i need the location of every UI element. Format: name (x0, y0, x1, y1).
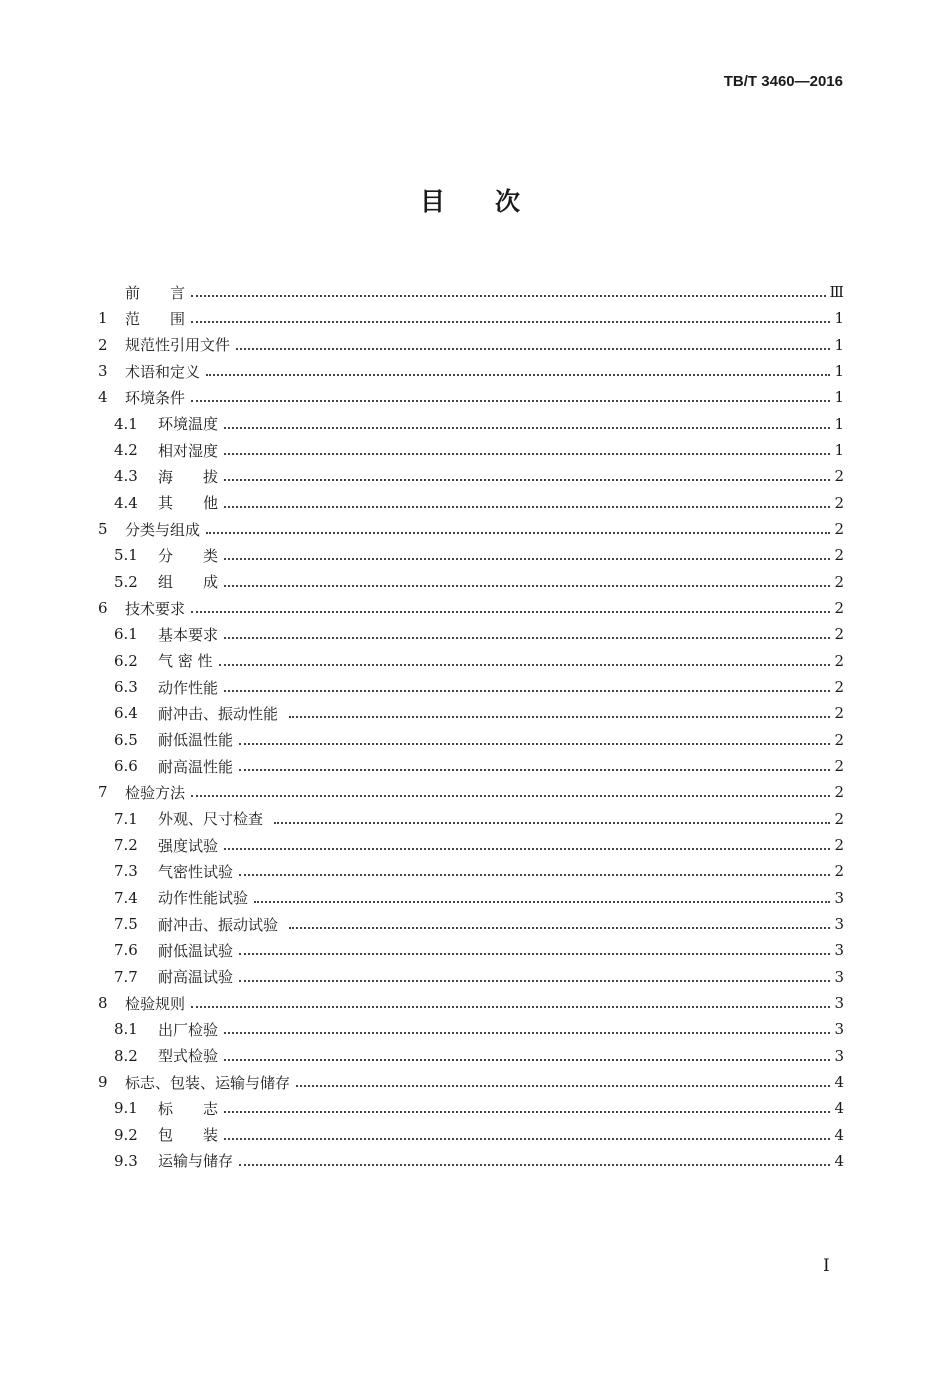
toc-entry-page: 2 (834, 809, 844, 828)
toc-entry-title: 耐冲击、振动性能 (158, 704, 283, 723)
toc-entry-page: 2 (834, 757, 844, 776)
toc-entry[interactable] (98, 964, 844, 990)
toc-entry-number: 6.2 (114, 651, 138, 670)
dot-leader (296, 1085, 830, 1087)
toc-entry-title: 其 他 (158, 494, 219, 513)
toc-entry-page: 2 (834, 730, 844, 749)
dot-leader (289, 927, 831, 929)
toc-entry-number: 4.4 (114, 493, 138, 512)
toc-entry-page: 2 (834, 546, 844, 565)
toc-entry-title: 耐冲击、振动试验 (158, 915, 283, 934)
toc-entry-title: 标志、包装、运输与储存 (125, 1073, 291, 1092)
toc-entry-title: 气 密 性 (158, 652, 213, 671)
toc-entry-number: 6 (98, 599, 108, 618)
dot-leader (224, 585, 830, 587)
dot-leader (239, 769, 830, 771)
toc-entry[interactable] (98, 411, 844, 437)
toc-entry-title: 型式检验 (158, 1047, 219, 1066)
toc-entry[interactable] (98, 700, 844, 726)
toc-entry-title: 分类与组成 (125, 520, 201, 539)
toc-entry-page: 1 (834, 414, 844, 433)
toc-entry-page: 2 (834, 572, 844, 591)
toc-entry-number: 4 (98, 388, 108, 407)
toc-entry-title: 包 装 (158, 1126, 219, 1145)
dot-leader (274, 822, 831, 824)
toc-entry-number: 8.1 (114, 1020, 138, 1039)
toc-entry[interactable] (98, 1069, 844, 1095)
toc-entry-title: 动作性能试验 (158, 889, 249, 908)
toc-entry[interactable] (98, 358, 844, 384)
toc-entry[interactable] (98, 937, 844, 963)
toc-entry-number: 9.2 (114, 1125, 138, 1144)
toc-entry-title: 耐高温试验 (158, 968, 234, 987)
toc-entry-title: 耐高温性能 (158, 757, 234, 776)
toc-entry-number: 3 (98, 362, 108, 381)
toc-entry-page: 4 (834, 1099, 844, 1118)
toc-entry[interactable] (98, 569, 844, 595)
dot-leader (191, 295, 826, 297)
toc-entry-page: 3 (834, 967, 844, 986)
toc-entry-page: 2 (834, 836, 844, 855)
toc-entry-title: 基本要求 (158, 625, 219, 644)
toc-entry-page: 4 (834, 1073, 844, 1091)
dot-leader (239, 980, 830, 982)
toc-entry-number: 6.5 (114, 730, 138, 749)
toc-entry-number: 7.1 (114, 809, 138, 828)
dot-leader (289, 716, 831, 718)
toc-entry[interactable] (98, 437, 844, 463)
toc-entry-page: 2 (834, 651, 844, 670)
dot-leader (191, 795, 830, 797)
toc-entry-title: 外观、尺寸检查 (158, 810, 268, 829)
toc-entry[interactable] (98, 332, 844, 358)
toc-entry[interactable] (98, 858, 844, 884)
page-number: I (823, 1256, 830, 1276)
dot-leader (224, 1138, 830, 1140)
dot-leader (239, 874, 830, 876)
toc-entry-number: 9.1 (114, 1099, 138, 1118)
toc-entry[interactable] (98, 674, 844, 700)
toc-entry-page: 4 (834, 1151, 844, 1170)
dot-leader (224, 1032, 830, 1034)
toc-entry-page: 2 (834, 493, 844, 512)
toc-entry-page: 2 (834, 625, 844, 644)
toc-entry-page: 2 (834, 520, 844, 539)
toc-entry-title: 技术要求 (125, 599, 186, 618)
dot-leader (254, 901, 830, 903)
toc-entry[interactable] (98, 542, 844, 568)
toc-entry-title: 规范性引用文件 (125, 336, 231, 355)
toc-entry-number: 5.2 (114, 572, 138, 591)
dot-leader (206, 374, 830, 376)
document-code: TB/T 3460—2016 (723, 73, 843, 90)
toc-entry[interactable] (98, 1043, 844, 1069)
toc-entry-number: 1 (98, 309, 108, 328)
toc-entry[interactable] (98, 463, 844, 489)
dot-leader (224, 427, 830, 429)
toc-entry[interactable] (98, 384, 844, 410)
dot-leader (191, 611, 830, 613)
toc-entry-title: 分 类 (158, 546, 219, 565)
toc-entry-page: 1 (834, 309, 844, 328)
table-of-contents (98, 279, 844, 1174)
dot-leader (191, 400, 830, 402)
toc-entry-title: 耐低温试验 (158, 941, 234, 960)
toc-entry[interactable] (98, 806, 844, 832)
toc-entry[interactable] (98, 490, 844, 516)
toc-entry[interactable] (98, 753, 844, 779)
toc-entry-number: 9 (98, 1073, 108, 1091)
toc-entry[interactable] (98, 779, 844, 805)
toc-entry[interactable] (98, 885, 844, 911)
toc-entry-page: 2 (834, 467, 844, 486)
toc-entry[interactable] (98, 516, 844, 542)
toc-entry-title: 环境条件 (125, 388, 186, 407)
toc-entry[interactable] (98, 648, 844, 674)
toc-entry-number: 4.3 (114, 467, 138, 486)
toc-entry-title: 前 言 (125, 283, 186, 302)
toc-entry[interactable] (98, 1148, 844, 1174)
toc-entry[interactable] (98, 727, 844, 753)
toc-entry-page: 3 (834, 1046, 844, 1065)
dot-leader (224, 506, 830, 508)
toc-entry-page: 3 (834, 915, 844, 934)
toc-entry-title: 相对湿度 (158, 441, 219, 460)
toc-entry-title: 标 志 (158, 1099, 219, 1118)
toc-entry[interactable] (98, 832, 844, 858)
toc-entry-page: 2 (834, 862, 844, 881)
toc-entry-title: 环境温度 (158, 415, 219, 434)
dot-leader (224, 1059, 830, 1061)
toc-entry[interactable] (98, 990, 844, 1016)
toc-entry-page: 1 (834, 362, 844, 381)
dot-leader (224, 690, 830, 692)
toc-entry-title: 检验规则 (125, 994, 186, 1013)
toc-entry[interactable] (98, 911, 844, 937)
toc-entry-number: 6.3 (114, 678, 138, 697)
toc-entry-page: 1 (834, 388, 844, 407)
dot-leader (224, 637, 830, 639)
toc-entry-page: 4 (834, 1125, 844, 1144)
toc-entry-number: 5 (98, 520, 108, 539)
toc-entry-title: 检验方法 (125, 783, 186, 802)
dot-leader (224, 558, 830, 560)
toc-entry[interactable] (98, 1095, 844, 1121)
toc-entry-page: 3 (834, 1020, 844, 1039)
toc-entry-number: 6.6 (114, 757, 138, 776)
toc-entry[interactable] (98, 1016, 844, 1042)
toc-entry-number: 7.2 (114, 836, 138, 855)
toc-entry-title: 气密性试验 (158, 862, 234, 881)
toc-entry[interactable] (98, 279, 844, 305)
toc-entry-number: 7.5 (114, 915, 138, 934)
toc-entry-number: 7 (98, 783, 108, 802)
toc-entry[interactable] (98, 595, 844, 621)
toc-entry-number: 2 (98, 335, 108, 354)
toc-entry-number: 6.1 (114, 625, 138, 644)
toc-entry-number: 5.1 (114, 546, 138, 565)
toc-entry-page: 2 (834, 599, 844, 618)
dot-leader (224, 479, 830, 481)
toc-entry-number: 7.4 (114, 888, 138, 907)
toc-entry-title: 组 成 (158, 573, 219, 592)
toc-entry-title: 运输与储存 (158, 1152, 234, 1171)
toc-entry-page: 3 (834, 888, 844, 907)
dot-leader (239, 1164, 830, 1166)
dot-leader (224, 848, 830, 850)
toc-entry-number: 8 (98, 994, 108, 1013)
page-title: 目 次 (419, 187, 520, 216)
toc-entry-number: 7.6 (114, 941, 138, 960)
dot-leader (239, 953, 830, 955)
dot-leader (224, 453, 830, 455)
toc-entry-number: 9.3 (114, 1151, 138, 1170)
toc-entry-number: 8.2 (114, 1046, 138, 1065)
toc-entry[interactable] (98, 621, 844, 647)
toc-entry-number: 7.7 (114, 967, 138, 986)
dot-leader (191, 1006, 830, 1008)
toc-entry-page: 2 (834, 783, 844, 802)
dot-leader (236, 348, 830, 350)
toc-entry-number: 6.4 (114, 704, 138, 723)
dot-leader (206, 532, 830, 534)
dot-leader (191, 321, 830, 323)
toc-entry-page: 3 (834, 941, 844, 960)
toc-entry-page: 3 (834, 994, 844, 1013)
toc-entry[interactable] (98, 1122, 844, 1148)
dot-leader (224, 1111, 830, 1113)
toc-entry-title: 耐低温性能 (158, 731, 234, 750)
toc-entry[interactable] (98, 305, 844, 331)
toc-entry-page: Ⅲ (829, 283, 844, 302)
toc-entry-page: 1 (834, 335, 844, 354)
toc-entry-number: 4.2 (114, 441, 138, 460)
dot-leader (239, 743, 830, 745)
toc-entry-title: 强度试验 (158, 836, 219, 855)
toc-entry-title: 出厂检验 (158, 1020, 219, 1039)
toc-entry-page: 1 (834, 441, 844, 460)
dot-leader (219, 664, 831, 666)
toc-entry-page: 2 (834, 678, 844, 697)
toc-entry-number: 4.1 (114, 414, 138, 433)
toc-entry-title: 范 围 (125, 309, 186, 328)
toc-entry-page: 2 (834, 704, 844, 723)
toc-entry-title: 术语和定义 (125, 362, 201, 381)
toc-entry-title: 海 拔 (158, 467, 219, 486)
toc-entry-number: 7.3 (114, 862, 138, 881)
toc-entry-title: 动作性能 (158, 678, 219, 697)
